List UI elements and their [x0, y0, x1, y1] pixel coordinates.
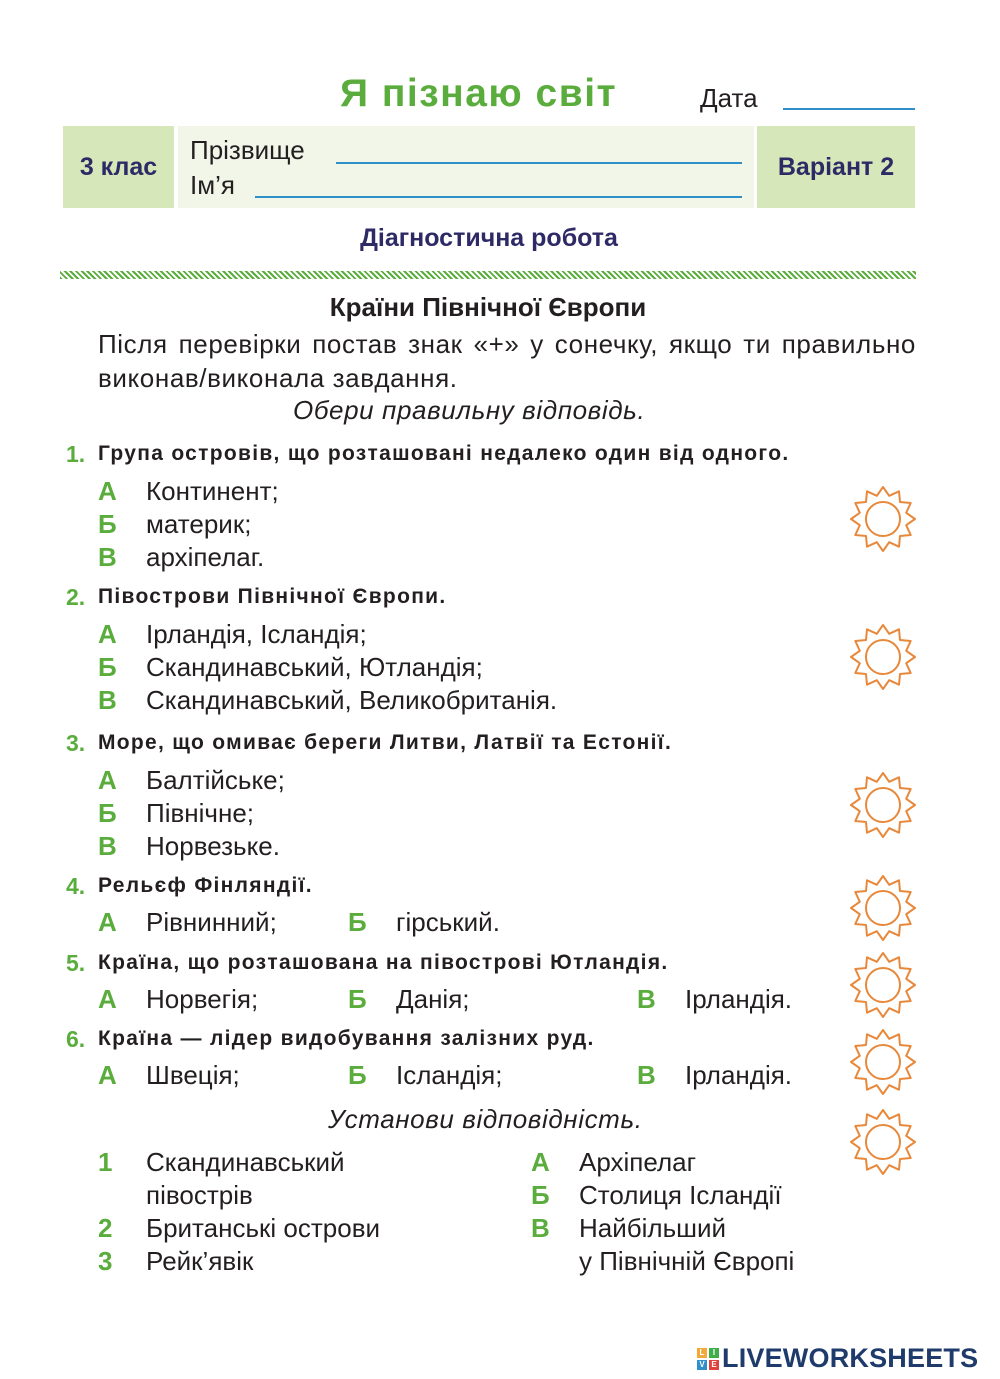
option-letter: Б [98, 798, 117, 828]
match-left-item-cont: півострів [146, 1180, 253, 1210]
option-text[interactable]: Балтійське; [146, 765, 285, 795]
date-label: Дата [700, 83, 758, 113]
match-right-item: Найбільший [579, 1213, 727, 1243]
name-label: Ім’я [190, 170, 235, 200]
logo-block: V [697, 1360, 707, 1370]
option-text[interactable]: гірський. [396, 907, 500, 937]
sun-center [866, 788, 900, 822]
sun-center [866, 968, 900, 1002]
question-text: Півострови Північної Європи. [98, 585, 447, 608]
topic-heading: Країни Північної Європи [329, 292, 647, 322]
sun-outline [851, 1030, 915, 1094]
match-left-item: Британські острови [146, 1213, 381, 1243]
option-letter: В [98, 685, 117, 715]
surname-label: Прізвище [190, 135, 305, 165]
option-text[interactable]: Континент; [146, 476, 279, 506]
sun-center [866, 502, 900, 536]
match-left-item: Скандинавський [146, 1147, 345, 1177]
liveworksheets-logo [697, 1343, 978, 1374]
option-text[interactable]: Ісландія; [396, 1060, 503, 1090]
sun-center [866, 1045, 900, 1079]
sun-outline [851, 487, 915, 551]
name-input-line[interactable] [255, 196, 742, 198]
match-right-letter: Б [531, 1180, 550, 1210]
option-text[interactable]: Норвезьке. [146, 831, 280, 861]
surname-input-line[interactable] [336, 162, 742, 164]
grade-text: 3 клас [79, 152, 158, 181]
sun-checkbox-icon[interactable] [849, 874, 917, 942]
page-title: Я пізнаю світ [340, 72, 618, 115]
sun-outline [851, 953, 915, 1017]
sun-checkbox-icon[interactable] [849, 1108, 917, 1176]
match-left-number: 3 [98, 1246, 113, 1276]
option-text[interactable]: архіпелаг. [146, 542, 265, 572]
logo-text: LIVEWORKSHEETS [722, 1343, 979, 1373]
match-right-item: Столиця Ісландії [579, 1180, 782, 1210]
option-letter: Б [98, 652, 117, 682]
option-text[interactable]: Данія; [396, 984, 470, 1014]
option-letter: Б [348, 907, 367, 937]
option-letter: Б [348, 1060, 367, 1090]
sun-checkbox-icon[interactable] [849, 771, 917, 839]
sun-outline [851, 625, 915, 689]
sun-outline [851, 773, 915, 837]
date-input-line[interactable] [783, 108, 915, 110]
sun-checkbox-icon[interactable] [849, 951, 917, 1019]
option-letter: Б [98, 509, 117, 539]
option-text[interactable]: Рівнинний; [146, 907, 277, 937]
option-letter: А [98, 1060, 117, 1090]
match-right-letter: В [531, 1213, 550, 1243]
question-number: 1. [66, 441, 86, 467]
logo-block: I [709, 1348, 719, 1358]
variant-text: Варіант 2 [777, 152, 895, 181]
match-right-item-cont: у Північній Європі [579, 1246, 795, 1276]
option-text[interactable]: Скандинавський, Великобританія. [146, 685, 558, 715]
section1-heading: Обери правильну відповідь. [293, 395, 646, 425]
sun-outline [851, 1110, 915, 1174]
match-right-letter: А [531, 1147, 550, 1177]
option-letter: В [637, 1060, 656, 1090]
logo-block: E [709, 1360, 719, 1370]
option-text[interactable]: материк; [146, 509, 252, 539]
option-letter: В [637, 984, 656, 1014]
divider [60, 271, 916, 279]
option-text[interactable]: Норвегія; [146, 984, 259, 1014]
question-text: Країна — лідер видобування залізних руд. [98, 1027, 595, 1050]
sun-checkbox-icon[interactable] [849, 1028, 917, 1096]
sun-center [866, 891, 900, 925]
question-text: Країна, що розташована на півострові Ютландія. [98, 951, 669, 974]
option-text[interactable]: Ірландія. [685, 1060, 793, 1090]
sun-checkbox-icon[interactable] [849, 485, 917, 553]
option-text[interactable]: Швеція; [146, 1060, 240, 1090]
match-left-number: 2 [98, 1213, 113, 1243]
sun-checkbox-icon[interactable] [849, 623, 917, 691]
option-letter: В [98, 542, 117, 572]
option-text[interactable]: Північне; [146, 798, 254, 828]
question-number: 4. [66, 873, 86, 899]
question-number: 2. [66, 584, 86, 610]
logo-blocks-icon [697, 1348, 719, 1370]
question-number: 5. [66, 950, 86, 976]
option-letter: А [98, 907, 117, 937]
option-letter: А [98, 476, 117, 506]
option-letter: А [98, 984, 117, 1014]
question-text: Група островів, що розташовані недалеко один від одного. [98, 442, 790, 465]
match-left-item: Рейк’явік [146, 1246, 254, 1276]
option-letter: В [98, 831, 117, 861]
section2-heading: Установи відповідність. [328, 1104, 643, 1134]
sun-outline [851, 876, 915, 940]
question-number: 6. [66, 1026, 86, 1052]
option-letter: А [98, 619, 117, 649]
option-text[interactable]: Ірландія. [685, 984, 793, 1014]
name-fields-box [178, 126, 754, 208]
option-letter: Б [348, 984, 367, 1014]
sun-center [866, 640, 900, 674]
sun-center [866, 1125, 900, 1159]
variant-label [757, 126, 915, 208]
question-text: Рельєф Фінляндії. [98, 874, 313, 897]
subtitle: Діагностична робота [360, 224, 618, 252]
option-text[interactable]: Ірландія, Ісландія; [146, 619, 367, 649]
option-text[interactable]: Скандинавський, Ютландія; [146, 652, 483, 682]
match-right-item: Архіпелаг [579, 1147, 697, 1177]
question-text: Море, що омиває береги Литви, Латвії та Естонії. [98, 731, 673, 754]
logo-block: L [697, 1348, 707, 1358]
match-left-number: 1 [98, 1147, 113, 1177]
grade-label [63, 126, 174, 208]
option-letter: А [98, 765, 117, 795]
instructions: Після перевірки постав знак «+» у сонечку, якщо ти правильно виконав/виконала завдання. [98, 329, 916, 393]
question-number: 3. [66, 730, 86, 756]
